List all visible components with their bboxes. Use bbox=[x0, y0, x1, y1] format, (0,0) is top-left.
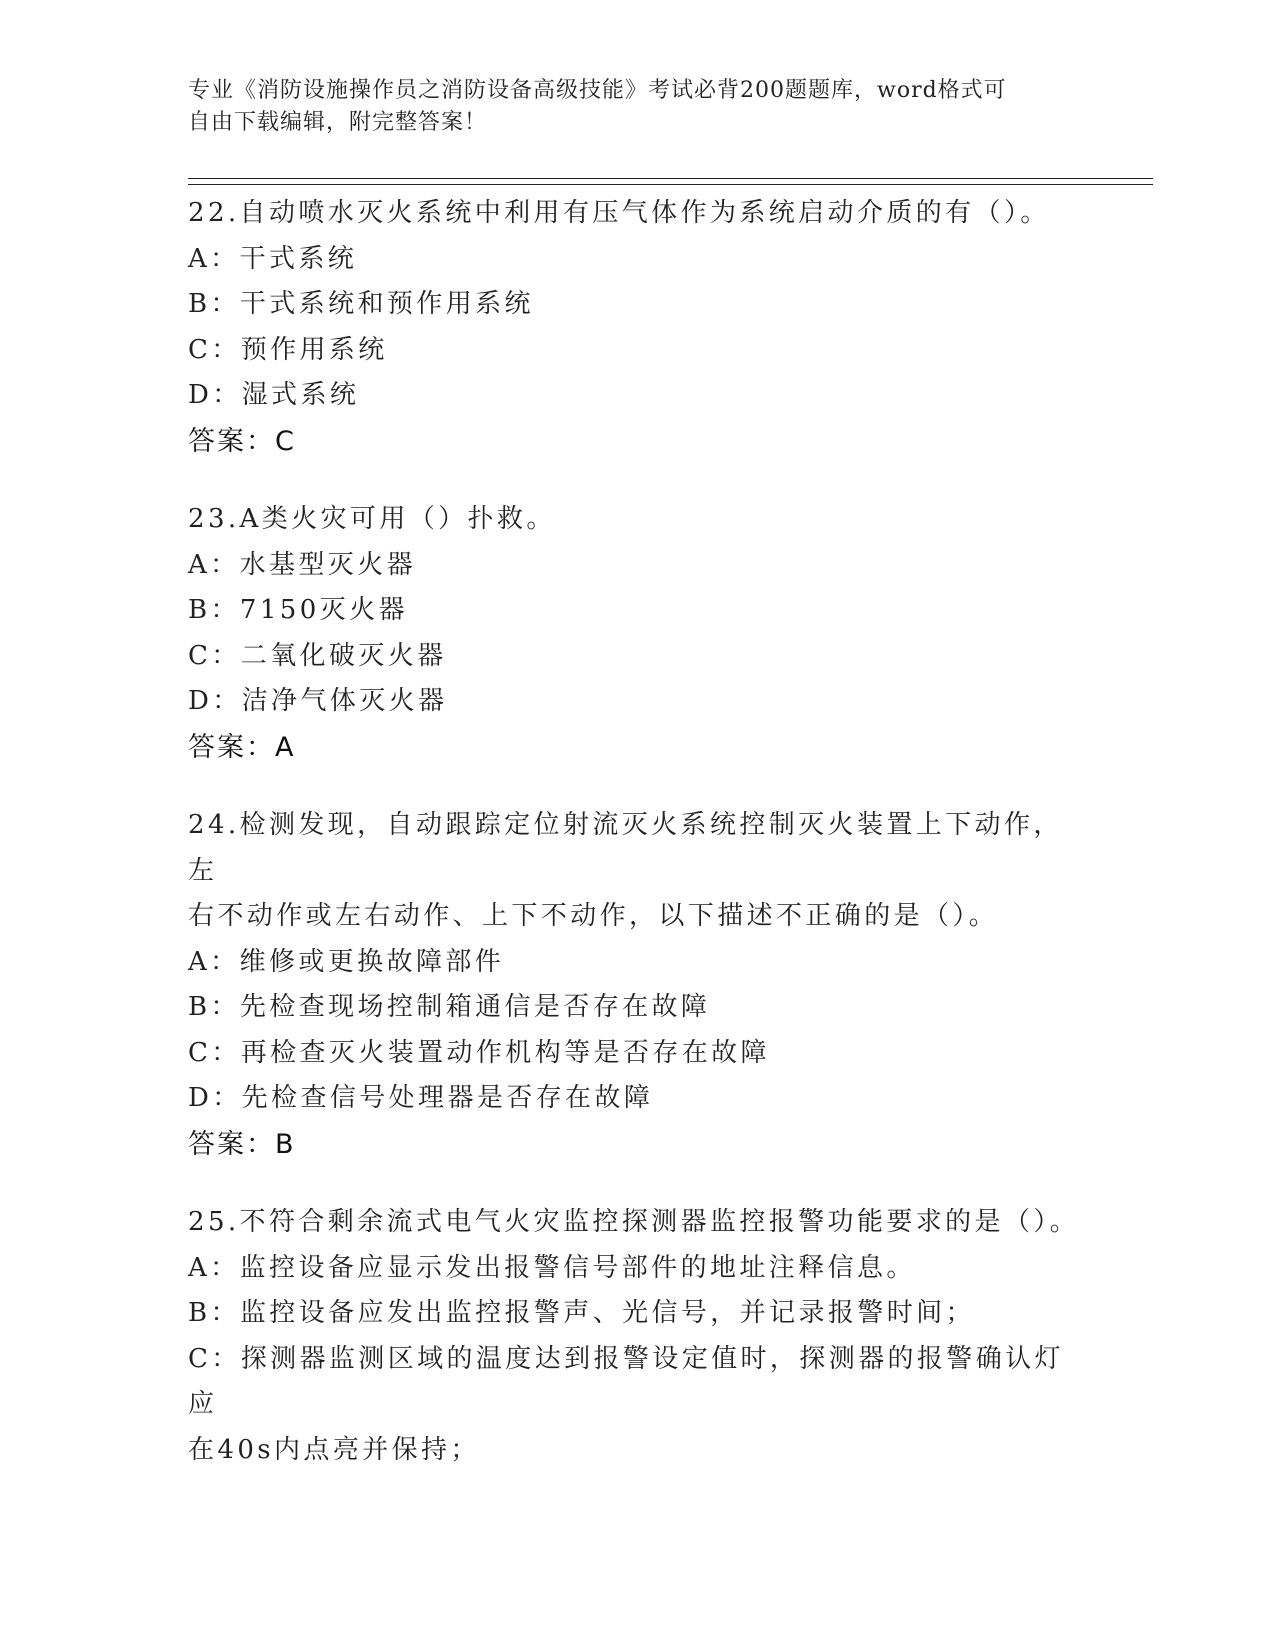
question-stem: 22.自动喷水灭火系统中利用有压气体作为系统启动介质的有（）。 bbox=[188, 198, 1050, 228]
header-divider-top bbox=[188, 178, 1153, 179]
option-d: D：湿式系统 bbox=[188, 380, 360, 410]
question-23 bbox=[188, 497, 1088, 770]
option-b: B：监控设备应发出监控报警声、光信号，并记录报警时间； bbox=[188, 1298, 975, 1328]
option-a: A：干式系统 bbox=[188, 243, 358, 274]
option-c: C：探测器监测区域的温度达到报警设定值时，探测器的报警确认灯应 bbox=[188, 1343, 1064, 1419]
answer-line: 答案：B bbox=[188, 1128, 296, 1160]
question-24 bbox=[188, 803, 1088, 1167]
option-c: C：再检查灭火装置动作机构等是否存在故障 bbox=[188, 1037, 770, 1068]
option-d: D：先检查信号处理器是否存在故障 bbox=[188, 1083, 654, 1113]
question-22 bbox=[188, 191, 1088, 464]
option-c: C：二氧化破灭火器 bbox=[188, 640, 447, 671]
option-a: A：维修或更换故障部件 bbox=[188, 946, 505, 977]
option-b: B：干式系统和预作用系统 bbox=[188, 289, 534, 319]
option-b: B：7150灭火器 bbox=[188, 595, 408, 625]
header-line-1: 专业《消防设施操作员之消防设备高级技能》考试必背200题题库，word格式可 bbox=[188, 78, 1007, 103]
question-stem: 23.A类火灾可用（）扑救。 bbox=[188, 504, 556, 534]
option-d: D：洁净气体灭火器 bbox=[188, 686, 448, 716]
answer-line: 答案：A bbox=[188, 731, 296, 763]
option-c-continued: 在40s内点亮并保持； bbox=[188, 1434, 480, 1465]
answer-line: 答案：C bbox=[188, 425, 296, 457]
question-list bbox=[188, 191, 1088, 1506]
option-b: B：先检查现场控制箱通信是否存在故障 bbox=[188, 992, 711, 1022]
header-divider-bottom bbox=[188, 184, 1153, 185]
option-c: C：预作用系统 bbox=[188, 334, 388, 365]
header-line-2: 自由下载编辑，附完整答案！ bbox=[188, 110, 488, 135]
question-25 bbox=[188, 1200, 1088, 1473]
question-stem: 25.不符合剩余流式电气火灾监控探测器监控报警功能要求的是（）。 bbox=[188, 1207, 1080, 1237]
option-a: A：监控设备应显示发出报警信号部件的地址注释信息。 bbox=[188, 1252, 916, 1283]
document-header bbox=[188, 75, 1088, 139]
question-stem-continued: 右不动作或左右动作、上下不动作，以下描述不正确的是（）。 bbox=[188, 901, 999, 931]
option-a: A：水基型灭火器 bbox=[188, 549, 416, 580]
question-stem: 24.检测发现，自动跟踪定位射流灭火系统控制灭火装置上下动作，左 bbox=[188, 810, 1063, 886]
